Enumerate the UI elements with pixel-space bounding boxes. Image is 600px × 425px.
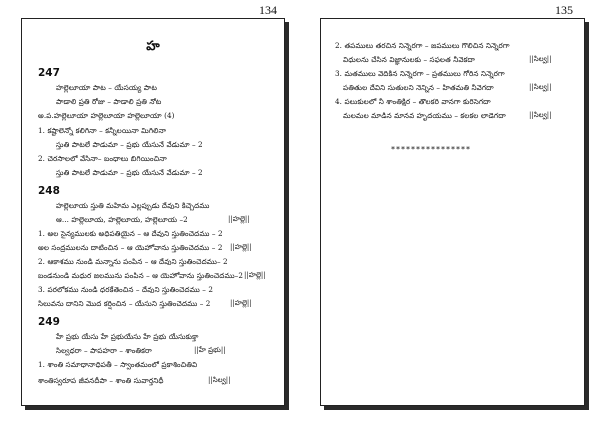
section-title: హ xyxy=(146,39,160,54)
song-line: 3. పరలోకము నుండి ధరకేతెంచిన – దేవుని స్తుతించెదము – 2 xyxy=(38,285,214,294)
song-line: సిలువను దానిని మొద కర్షించిన – యేసుని స్తుతించెదము – 2 xyxy=(38,299,211,308)
song-line: 1. కష్టాలెన్నో కలిగినా – కన్నీలయినా మిగిలినా xyxy=(38,126,167,135)
song-line: హల్లెలూయా పాట – యేసయ్య పాట xyxy=(56,83,157,92)
song-line: హే ప్రభు యేసు హే ప్రభుయేసు హే ప్రభు యేసుకుక్తా xyxy=(56,332,199,341)
refrain-marker: ||హల్లె|| xyxy=(230,299,252,307)
refrain-marker: ||హే ప్రభు|| xyxy=(194,346,226,354)
song-line: మలమల మాడిన మానవ హృదయము – కలకల లాడెగదా xyxy=(343,111,506,120)
song-line: శాంతిస్వరూప జీవనదీపా – శాంతి సువార్తనిధీ xyxy=(38,376,164,385)
refrain-marker: ||సిల్వ|| xyxy=(529,83,552,91)
song-line: 3. మతములు వెదికిన నిన్నెరగా – ప్రతములు గోరిన నిన్నెరగా xyxy=(335,69,505,78)
song-line: 1. శాంతి సమాధానాధిపతీ – స్వాంతమంలో ప్రకాశించితివి xyxy=(38,360,198,369)
left-page xyxy=(21,18,285,406)
song-line: 2. తపములు తరచిన నిన్నెరగా – జపములు గొలిచిన నిన్నెరగా xyxy=(335,41,510,50)
song-line: బండనుండి మధుర జలమును పంపిన – ఆ యెహోవాను స్తుతించెదము–2 xyxy=(38,271,244,280)
song-line: 4. పలుకులలో నీ శాంతిక్షిర – తొలకరి వానగా కురిసెగదా xyxy=(335,97,491,106)
song-line: పాడాలి ప్రతి రోజు – పాడాలి ప్రతి నోట xyxy=(56,97,162,106)
refrain-marker: ||సిల్వ|| xyxy=(208,376,231,384)
separator-stars: **************** xyxy=(391,145,471,154)
song-line: ఆ... హల్లెలూయ, హల్లెలూయ, హల్లెలూయ –2 xyxy=(56,215,188,224)
song-line: స్తుతి పాటలే పాడుమా – ప్రభు యేసునే వేడుమా – 2 xyxy=(56,168,203,177)
refrain-marker: ||హల్లె|| xyxy=(230,243,252,251)
right-page xyxy=(320,18,585,406)
song-line: 1. అల సైన్యములకు అధిపతియైన – ఆ దేవుని స్తుతించెదము – 2 xyxy=(38,229,223,238)
song-line: పతితుల దేవిని సుతులని నెన్నిన – హితమతి నీవెగదా xyxy=(343,83,494,92)
song-number-248: 248 xyxy=(38,185,60,197)
song-line: విధులను చేసిన విజ్ఞానులకు – సఫలత నీవెకదా xyxy=(343,55,475,64)
song-line: హల్లెలూయ స్తుతి మహిమ ఎల్లప్పుడు దేవుని కిచ్చెదము xyxy=(56,201,210,210)
song-line: 2. ఆకాశము నుండి మన్నాను పంపిన – ఆ దేవుని స్తుతించెదము– 2 xyxy=(38,257,228,266)
page-number-left: 134 xyxy=(259,3,277,17)
song-line: సిల్వధరా – పాపహరా – శాంతికరా xyxy=(56,346,152,355)
refrain-marker: ||హల్లె|| xyxy=(228,215,250,223)
refrain-marker: ||హల్లె|| xyxy=(244,271,266,279)
song-line: అల సంద్రములను దాటించిన – ఆ యెహోవాను స్తుతించెదము – 2 xyxy=(38,243,223,252)
refrain-marker: ||సిల్వ|| xyxy=(529,55,552,63)
song-number-249: 249 xyxy=(38,316,60,328)
refrain-marker: ||సిల్వ|| xyxy=(529,111,552,119)
song-line: అ.ప.హల్లెలూయా హల్లెలూయా హల్లెలూయా (4) xyxy=(38,111,175,120)
song-number-247: 247 xyxy=(38,67,60,79)
page-number-right: 135 xyxy=(555,3,573,17)
song-line: 2. చెరసాలలో వేసినా– బంధాలు బిగియించినా xyxy=(38,154,167,163)
song-line: స్తుతి పాటలే పాడుమా – ప్రభు యేసునే వేడుమా – 2 xyxy=(56,140,203,149)
